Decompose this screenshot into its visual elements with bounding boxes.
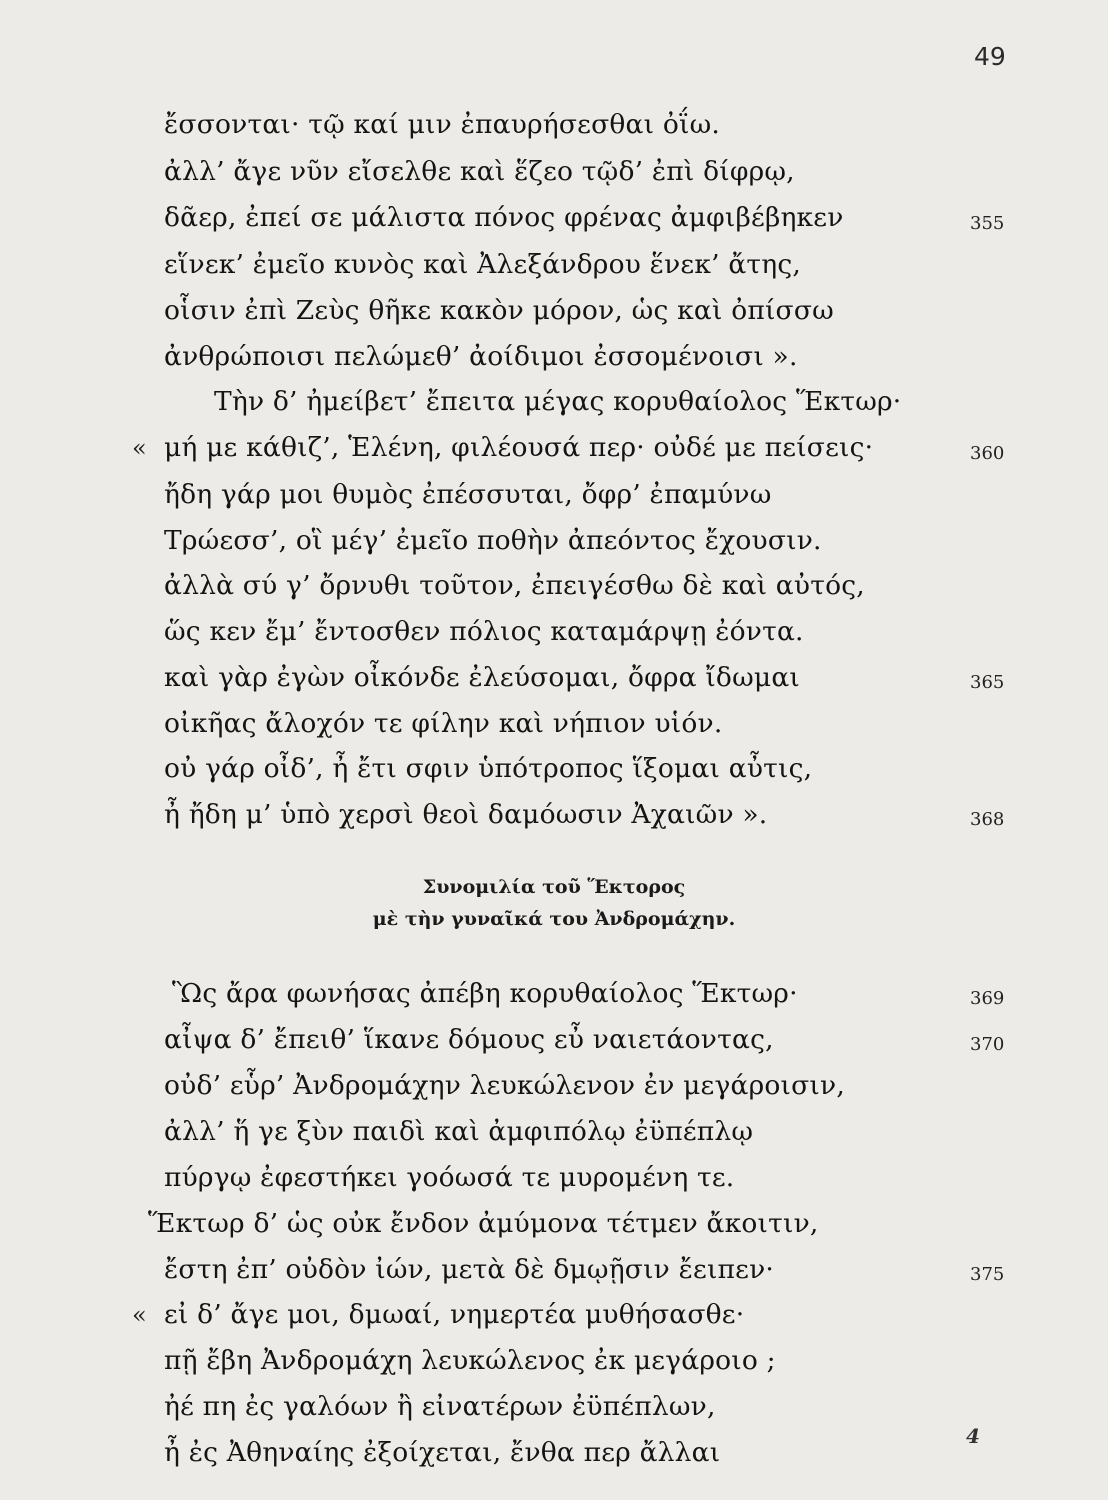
open-quote-mark: « bbox=[132, 434, 147, 462]
signature-mark: 4 bbox=[966, 1424, 980, 1448]
verse-line: ἦ ἐς Ἀθηναίης ἐξοίχεται, ἔνθα περ ἄλλαι bbox=[164, 1437, 721, 1468]
line-number: 368 bbox=[970, 809, 1005, 830]
verse-line: ἠέ πη ἐς γαλόων ἢ εἰνατέρων ἐϋπέπλων, bbox=[164, 1391, 716, 1422]
verse-line: ὥς κεν ἔμ’ ἔντοσθεν πόλιος καταμάρψῃ ἐόντα. bbox=[164, 616, 804, 647]
verse-line: εἵνεκ’ ἐμεῖο κυνὸς καὶ Ἀλεξάνδρου ἕνεκ’ ἄτης, bbox=[164, 249, 802, 280]
verse-line: μή με κάθιζ’, Ἑλένη, φιλέουσά περ· οὐδέ με πείσεις· bbox=[164, 432, 874, 463]
verse-line: ἤδη γάρ μοι θυμὸς ἐπέσσυται, ὄφρ’ ἐπαμύνω bbox=[164, 479, 772, 510]
verse-line: Τρώεσσ’, οἳ μέγ’ ἐμεῖο ποθὴν ἀπεόντος ἔχουσιν. bbox=[164, 525, 822, 556]
verse-line: ἀλλὰ σύ γ’ ὄρνυθι τοῦτον, ἐπειγέσθω δὲ καὶ αὐτός, bbox=[164, 570, 865, 601]
verse-line: ἀλλ’ ἥ γε ξὺν παιδὶ καὶ ἀμφιπόλῳ ἐϋπέπλῳ bbox=[164, 1116, 754, 1147]
line-number: 355 bbox=[970, 213, 1005, 234]
line-number: 375 bbox=[970, 1264, 1005, 1285]
verse-line: οἷσιν ἐπὶ Ζεὺς θῆκε κακὸν μόρον, ὡς καὶ ὀπίσσω bbox=[164, 295, 834, 326]
verse-line: ἀλλ’ ἄγε νῦν εἴσελθε καὶ ἕζεο τῷδ’ ἐπὶ δίφρῳ, bbox=[164, 156, 795, 187]
verse-line: οὐδ’ εὗρ’ Ἀνδρομάχην λευκώλενον ἐν μεγάροισιν, bbox=[164, 1070, 845, 1101]
verse-line: Ἕκτωρ δ’ ὡς οὐκ ἔνδον ἀμύμονα τέτμεν ἄκοιτιν, bbox=[148, 1208, 819, 1239]
verse-line: οὐ γάρ οἶδ’, ἦ ἔτι σφιν ὑπότροπος ἵξομαι αὖτις, bbox=[164, 753, 813, 784]
verse-line: ἦ ἤδη μ’ ὑπὸ χερσὶ θεοὶ δαμόωσιν Ἀχαιῶν ». bbox=[164, 799, 768, 830]
verse-line: πῇ ἔβη Ἀνδρομάχη λευκώλενος ἐκ μεγάροιο ; bbox=[164, 1345, 776, 1376]
verse-line-indented: Τὴν δ’ ἠμείβετ’ ἔπειτα μέγας κορυθαίολος Ἕκτωρ· bbox=[214, 386, 902, 417]
line-number: 365 bbox=[970, 672, 1005, 693]
verse-line: οἰκῆας ἄλοχόν τε φίλην καὶ νήπιον υἱόν. bbox=[164, 708, 723, 739]
verse-line: αἶψα δ’ ἔπειθ’ ἵκανε δόμους εὖ ναιετάοντας, bbox=[164, 1024, 774, 1055]
verse-line: ἀνθρώποισι πελώμεθ’ ἀοίδιμοι ἐσσομένοισι ». bbox=[164, 341, 798, 372]
open-quote-mark: « bbox=[132, 1301, 147, 1329]
page-number: 49 bbox=[974, 42, 1006, 71]
verse-line: Ὣς ἄρα φωνήσας ἀπέβη κορυθαίολος Ἕκτωρ· bbox=[172, 978, 798, 1009]
line-number: 370 bbox=[970, 1034, 1005, 1055]
verse-line: καὶ γὰρ ἐγὼν οἶκόνδε ἐλεύσομαι, ὄφρα ἴδωμαι bbox=[164, 662, 801, 693]
verse-line: ἔστη ἐπ’ οὐδὸν ἰών, μετὰ δὲ δμῳῇσιν ἔειπεν· bbox=[164, 1254, 775, 1285]
verse-line: ἔσσονται· τῷ καί μιν ἐπαυρήσεσθαι ὀΐω. bbox=[164, 109, 721, 140]
verse-line: δᾶερ, ἐπεί σε μάλιστα πόνος φρένας ἀμφιβέβηκεν bbox=[164, 202, 844, 233]
section-heading-line-2: μὲ τὴν γυναῖκά του Ἀνδρομάχην. bbox=[372, 908, 736, 930]
verse-line: πύργῳ ἐφεστήκει γοόωσά τε μυρομένη τε. bbox=[164, 1162, 735, 1193]
verse-line: εἰ δ’ ἄγε μοι, δμωαί, νημερτέα μυθήσασθε· bbox=[164, 1299, 745, 1330]
line-number: 360 bbox=[970, 443, 1005, 464]
line-number: 369 bbox=[970, 988, 1005, 1009]
section-heading-line-1: Συνομιλία τοῦ Ἕκτορος bbox=[422, 876, 686, 898]
